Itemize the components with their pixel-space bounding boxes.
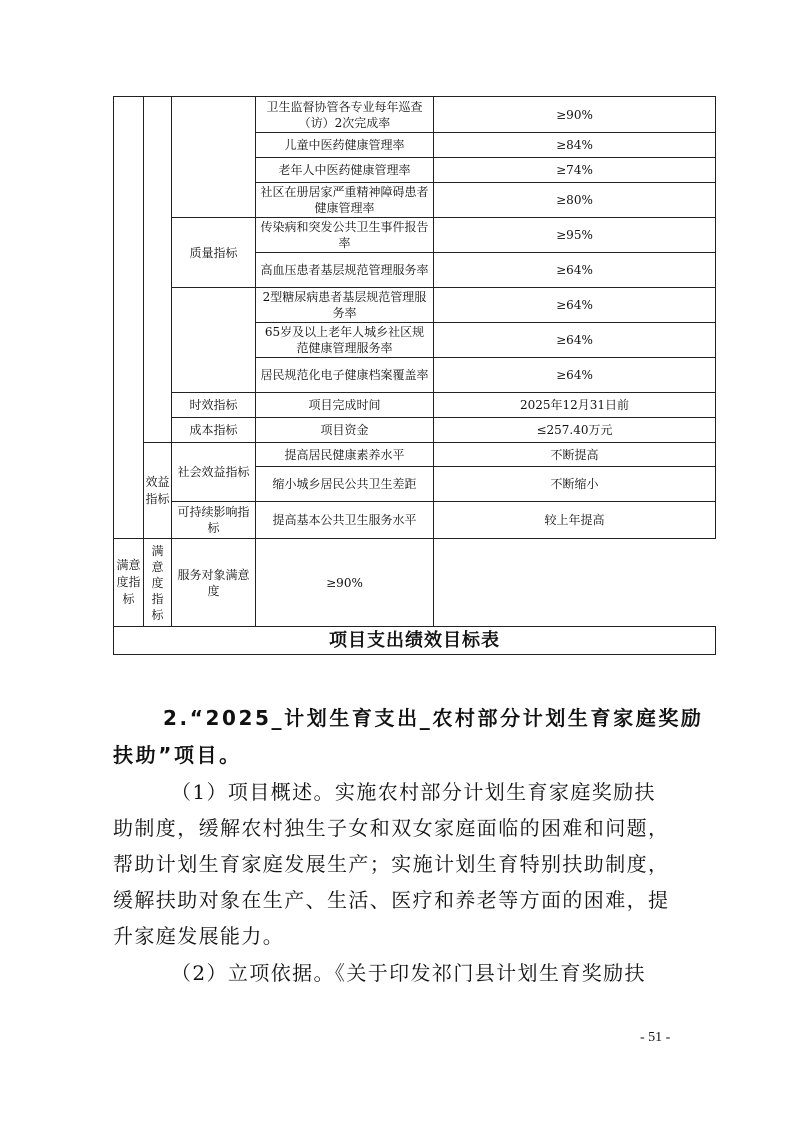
section-heading: 2.“2025_计划生育支出_农村部分计划生育家庭奖励扶助”项目。 xyxy=(113,706,704,767)
secondary-indicator-sustain: 可持续影响指标 xyxy=(172,502,256,539)
blank-col2-cell xyxy=(144,97,172,443)
indicator-cell: 提高基本公共卫生服务水平 xyxy=(256,502,434,539)
target-value-cell: ≥95% xyxy=(434,218,716,253)
indicator-cell: 项目资金 xyxy=(256,418,434,443)
blank-col3-cell xyxy=(172,97,256,218)
secondary-indicator-cost: 成本指标 xyxy=(172,418,256,443)
secondary-indicator-social: 社会效益指标 xyxy=(172,443,256,502)
target-value-cell: ≥90% xyxy=(434,97,716,133)
basis-paragraph: （2）立项依据。《关于印发祁门县计划生育奖励扶 xyxy=(171,961,646,985)
indicator-cell: 传染病和突发公共卫生事件报告率 xyxy=(256,218,434,253)
table-caption: 项目支出绩效目标表 xyxy=(114,627,716,655)
primary-indicator-benefit: 效益指标 xyxy=(144,443,172,539)
target-value-cell: ≥74% xyxy=(434,158,716,183)
indicator-cell: 65岁及以上老年人城乡社区规范健康管理服务率 xyxy=(256,323,434,358)
blank-col3-cell xyxy=(172,288,256,393)
blank-col1-cell xyxy=(114,97,144,539)
target-value-cell: ≥84% xyxy=(434,133,716,158)
target-value-cell: ≥64% xyxy=(434,323,716,358)
indicator-cell: 缩小城乡居民公共卫生差距 xyxy=(256,467,434,502)
primary-indicator-satisfaction: 满意度指标 xyxy=(114,539,144,627)
secondary-indicator-quality: 质量指标 xyxy=(172,218,256,288)
indicator-cell: 居民规范化电子健康档案覆盖率 xyxy=(256,358,434,393)
performance-target-table xyxy=(113,96,716,655)
overview-paragraph: （1）项目概述。实施农村部分计划生育家庭奖励扶助制度，缓解农村独生子女和双女家庭面临的困难和问题，帮助计划生育家庭发展生产；实施计划生育特别扶助制度，缓解扶助对象在生产、生活、医疗和养老等方面的困难，提升家庭发展能力。 xyxy=(113,780,670,948)
indicator-cell: 高血压患者基层规范管理服务率 xyxy=(256,253,434,288)
indicator-cell: 卫生监督协管各专业每年巡查（访）2次完成率 xyxy=(256,97,434,133)
target-value-cell: ≥64% xyxy=(434,288,716,323)
secondary-indicator-satisfaction: 满意度指标 xyxy=(144,539,172,627)
target-value-cell: 不断缩小 xyxy=(434,467,716,502)
target-value-cell: 不断提高 xyxy=(434,443,716,467)
target-value-cell: ≥64% xyxy=(434,358,716,393)
indicator-cell: 项目完成时间 xyxy=(256,393,434,418)
page-number: - 51 - xyxy=(640,1030,671,1045)
target-value-cell: 2025年12月31日前 xyxy=(434,393,716,418)
secondary-indicator-timeliness: 时效指标 xyxy=(172,393,256,418)
target-value-cell: ≤257.40万元 xyxy=(434,418,716,443)
indicator-cell: 儿童中医药健康管理率 xyxy=(256,133,434,158)
indicator-cell: 服务对象满意度 xyxy=(172,539,256,627)
indicator-cell: 2型糖尿病患者基层规范管理服务率 xyxy=(256,288,434,323)
target-value-cell: ≥80% xyxy=(434,183,716,218)
indicator-cell: 提高居民健康素养水平 xyxy=(256,443,434,467)
indicator-cell: 社区在册居家严重精神障碍患者健康管理率 xyxy=(256,183,434,218)
indicator-cell: 老年人中医药健康管理率 xyxy=(256,158,434,183)
target-value-cell: ≥64% xyxy=(434,253,716,288)
target-value-cell: ≥90% xyxy=(256,539,434,627)
target-value-cell: 较上年提高 xyxy=(434,502,716,539)
